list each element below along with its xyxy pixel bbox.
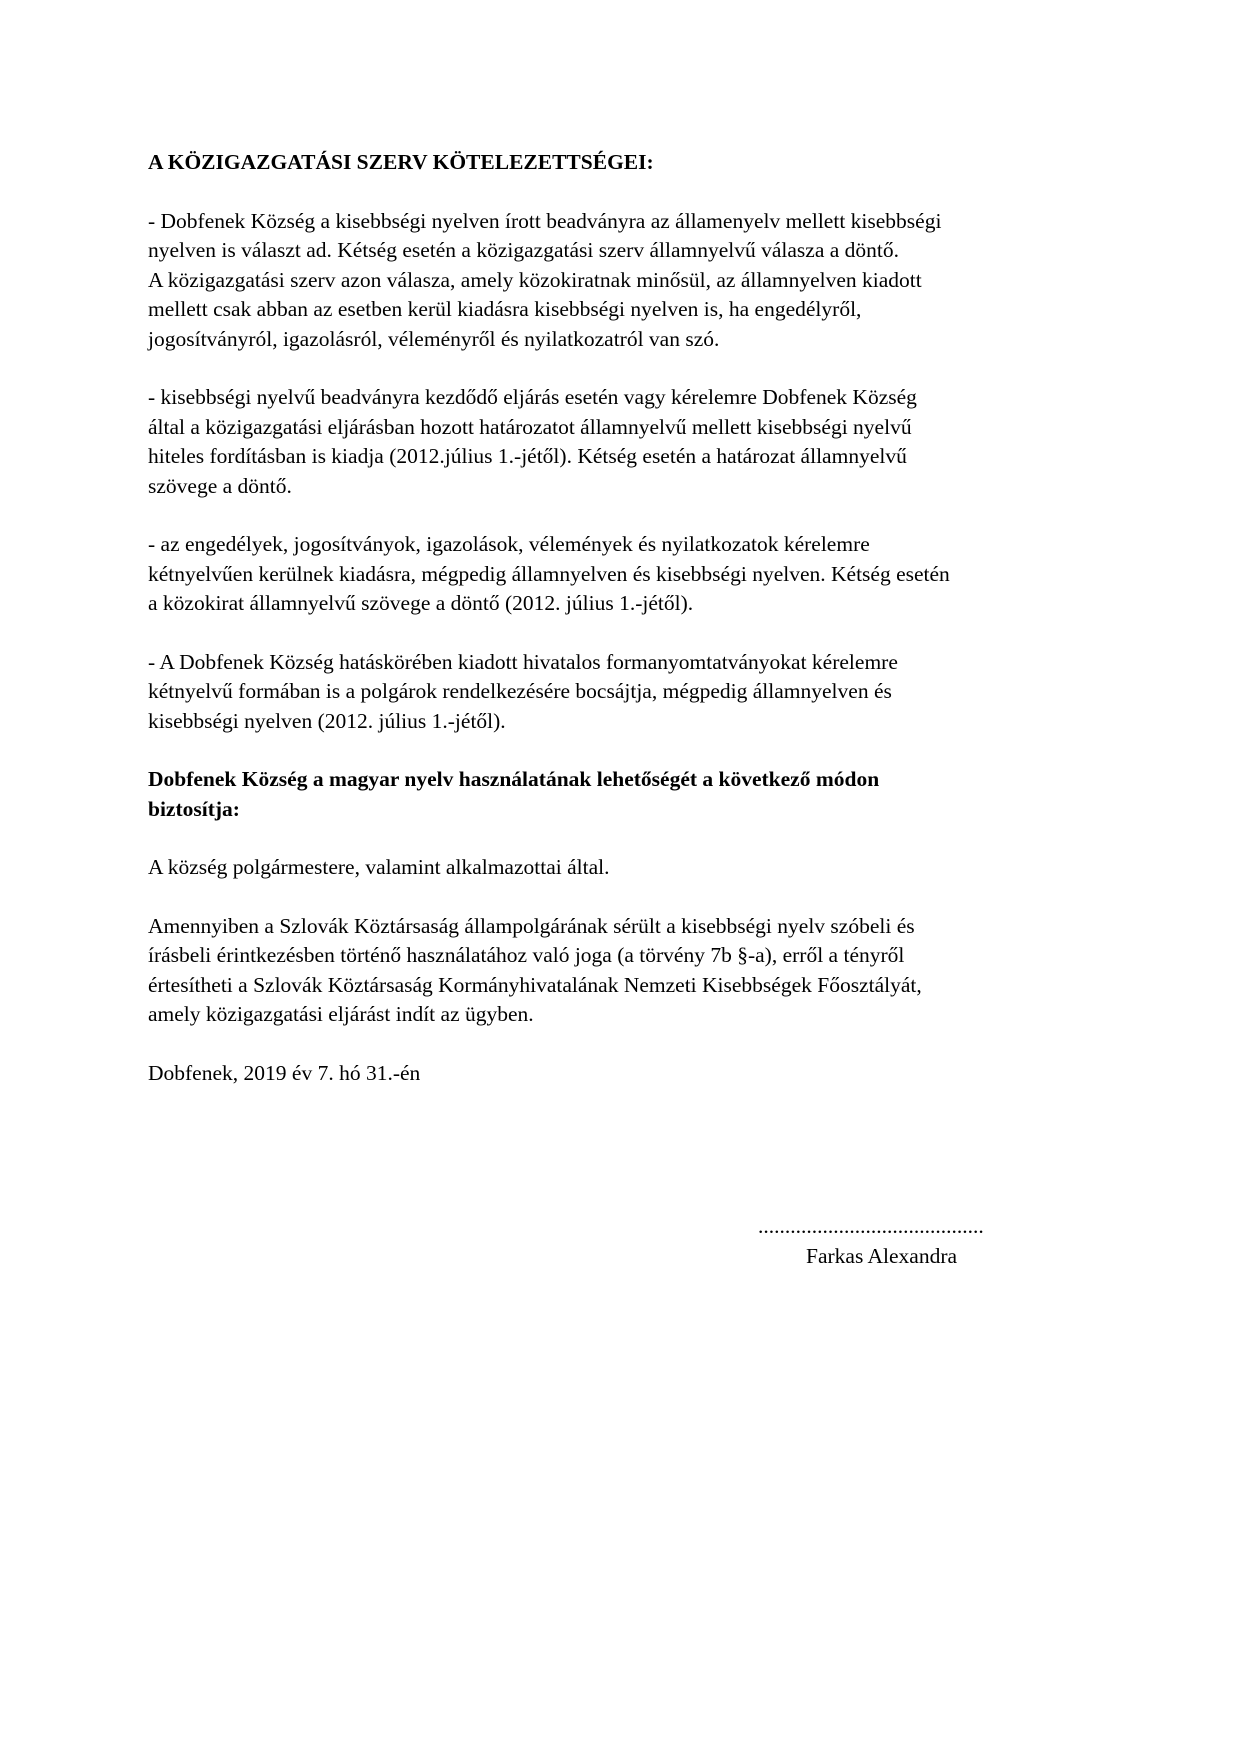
document-body: [148, 148, 1088, 1088]
text-line: mellett csak abban az esetben kerül kiadásra kisebbségi nyelven is, ha engedélyről,: [148, 297, 862, 321]
document-heading: A KÖZIGAZGATÁSI SZERV KÖTELEZETTSÉGEI:: [148, 150, 654, 174]
text-line: amely közigazgatási eljárást indít az ügyben.: [148, 1002, 534, 1026]
text-line: A közigazgatási szerv azon válasza, amely közokiratnak minősül, az államnyelven kiadott: [148, 267, 922, 292]
text-line: A község polgármestere, valamint alkalmazottai által.: [148, 855, 610, 879]
text-line: jogosítványról, igazolásról, véleményről és nyilatkozatról van szó.: [148, 326, 720, 351]
paragraph-reply-language: [148, 207, 1088, 355]
text-line: írásbeli érintkezésben történő használatához való joga (a törvény 7b §-a), erről a tényről: [148, 943, 905, 967]
signatory-name: Farkas Alexandra: [806, 1243, 958, 1268]
text-line: - az engedélyek, jogosítványok, igazolások, vélemények és nyilatkozatok kérelemre: [148, 532, 870, 556]
text-line: értesítheti a Szlovák Köztársaság Kormányhivatalának Nemzeti Kisebbségek Főosztályát,: [148, 972, 922, 997]
text-line: - kisebbségi nyelvű beadványra kezdődő eljárás esetén vagy kérelemre Dobfenek Község: [148, 385, 917, 409]
paragraph-permits: [148, 530, 1088, 619]
text-line: szövege a döntő.: [148, 473, 292, 498]
text-line: kisebbségi nyelven (2012. július 1.-jétől).: [148, 708, 506, 733]
text-line: - Dobfenek Község a kisebbségi nyelven írott beadványra az államenyelv mellett kisebbségi: [148, 208, 942, 233]
text-line: biztosítja:: [148, 796, 240, 821]
paragraph-remedy: [148, 912, 1088, 1030]
text-line: Amennyiben a Szlovák Köztársaság állampolgárának sérült a kisebbségi nyelv szóbeli és: [148, 913, 915, 938]
text-line: hiteles fordításban is kiadja (2012.július 1.-jétől). Kétség esetén a határozat államnyelvű: [148, 444, 907, 468]
text-line: nyelven is választ ad. Kétség esetén a közigazgatási szerv államnyelvű válasza a döntő.: [148, 238, 900, 262]
paragraph-decisions: [148, 383, 1088, 501]
signature-line: ..........................................: [758, 1214, 984, 1238]
bold-statement: [148, 765, 1088, 824]
text-line: Dobfenek Község a magyar nyelv használatának lehetőségét a következő módon: [148, 767, 880, 791]
paragraph-forms: [148, 648, 1088, 737]
signature-block: [758, 1212, 1038, 1271]
text-line: kétnyelvű formában is a polgárok rendelkezésére bocsájtja, mégpedig államnyelven és: [148, 679, 892, 703]
paragraph-means: [148, 853, 1088, 883]
dateline: Dobfenek, 2019 év 7. hó 31.-én: [148, 1060, 421, 1085]
text-line: által a közigazgatási eljárásban hozott határozatot államnyelvű mellett kisebbségi nyelvű: [148, 414, 912, 439]
text-line: - A Dobfenek Község hatáskörében kiadott hivatalos formanyomtatványokat kérelemre: [148, 649, 898, 674]
text-line: kétnyelvűen kerülnek kiadásra, mégpedig államnyelven és kisebbségi nyelven. Kétség esetén: [148, 561, 950, 586]
text-line: a közokirat államnyelvű szövege a döntő (2012. július 1.-jétől).: [148, 591, 694, 615]
